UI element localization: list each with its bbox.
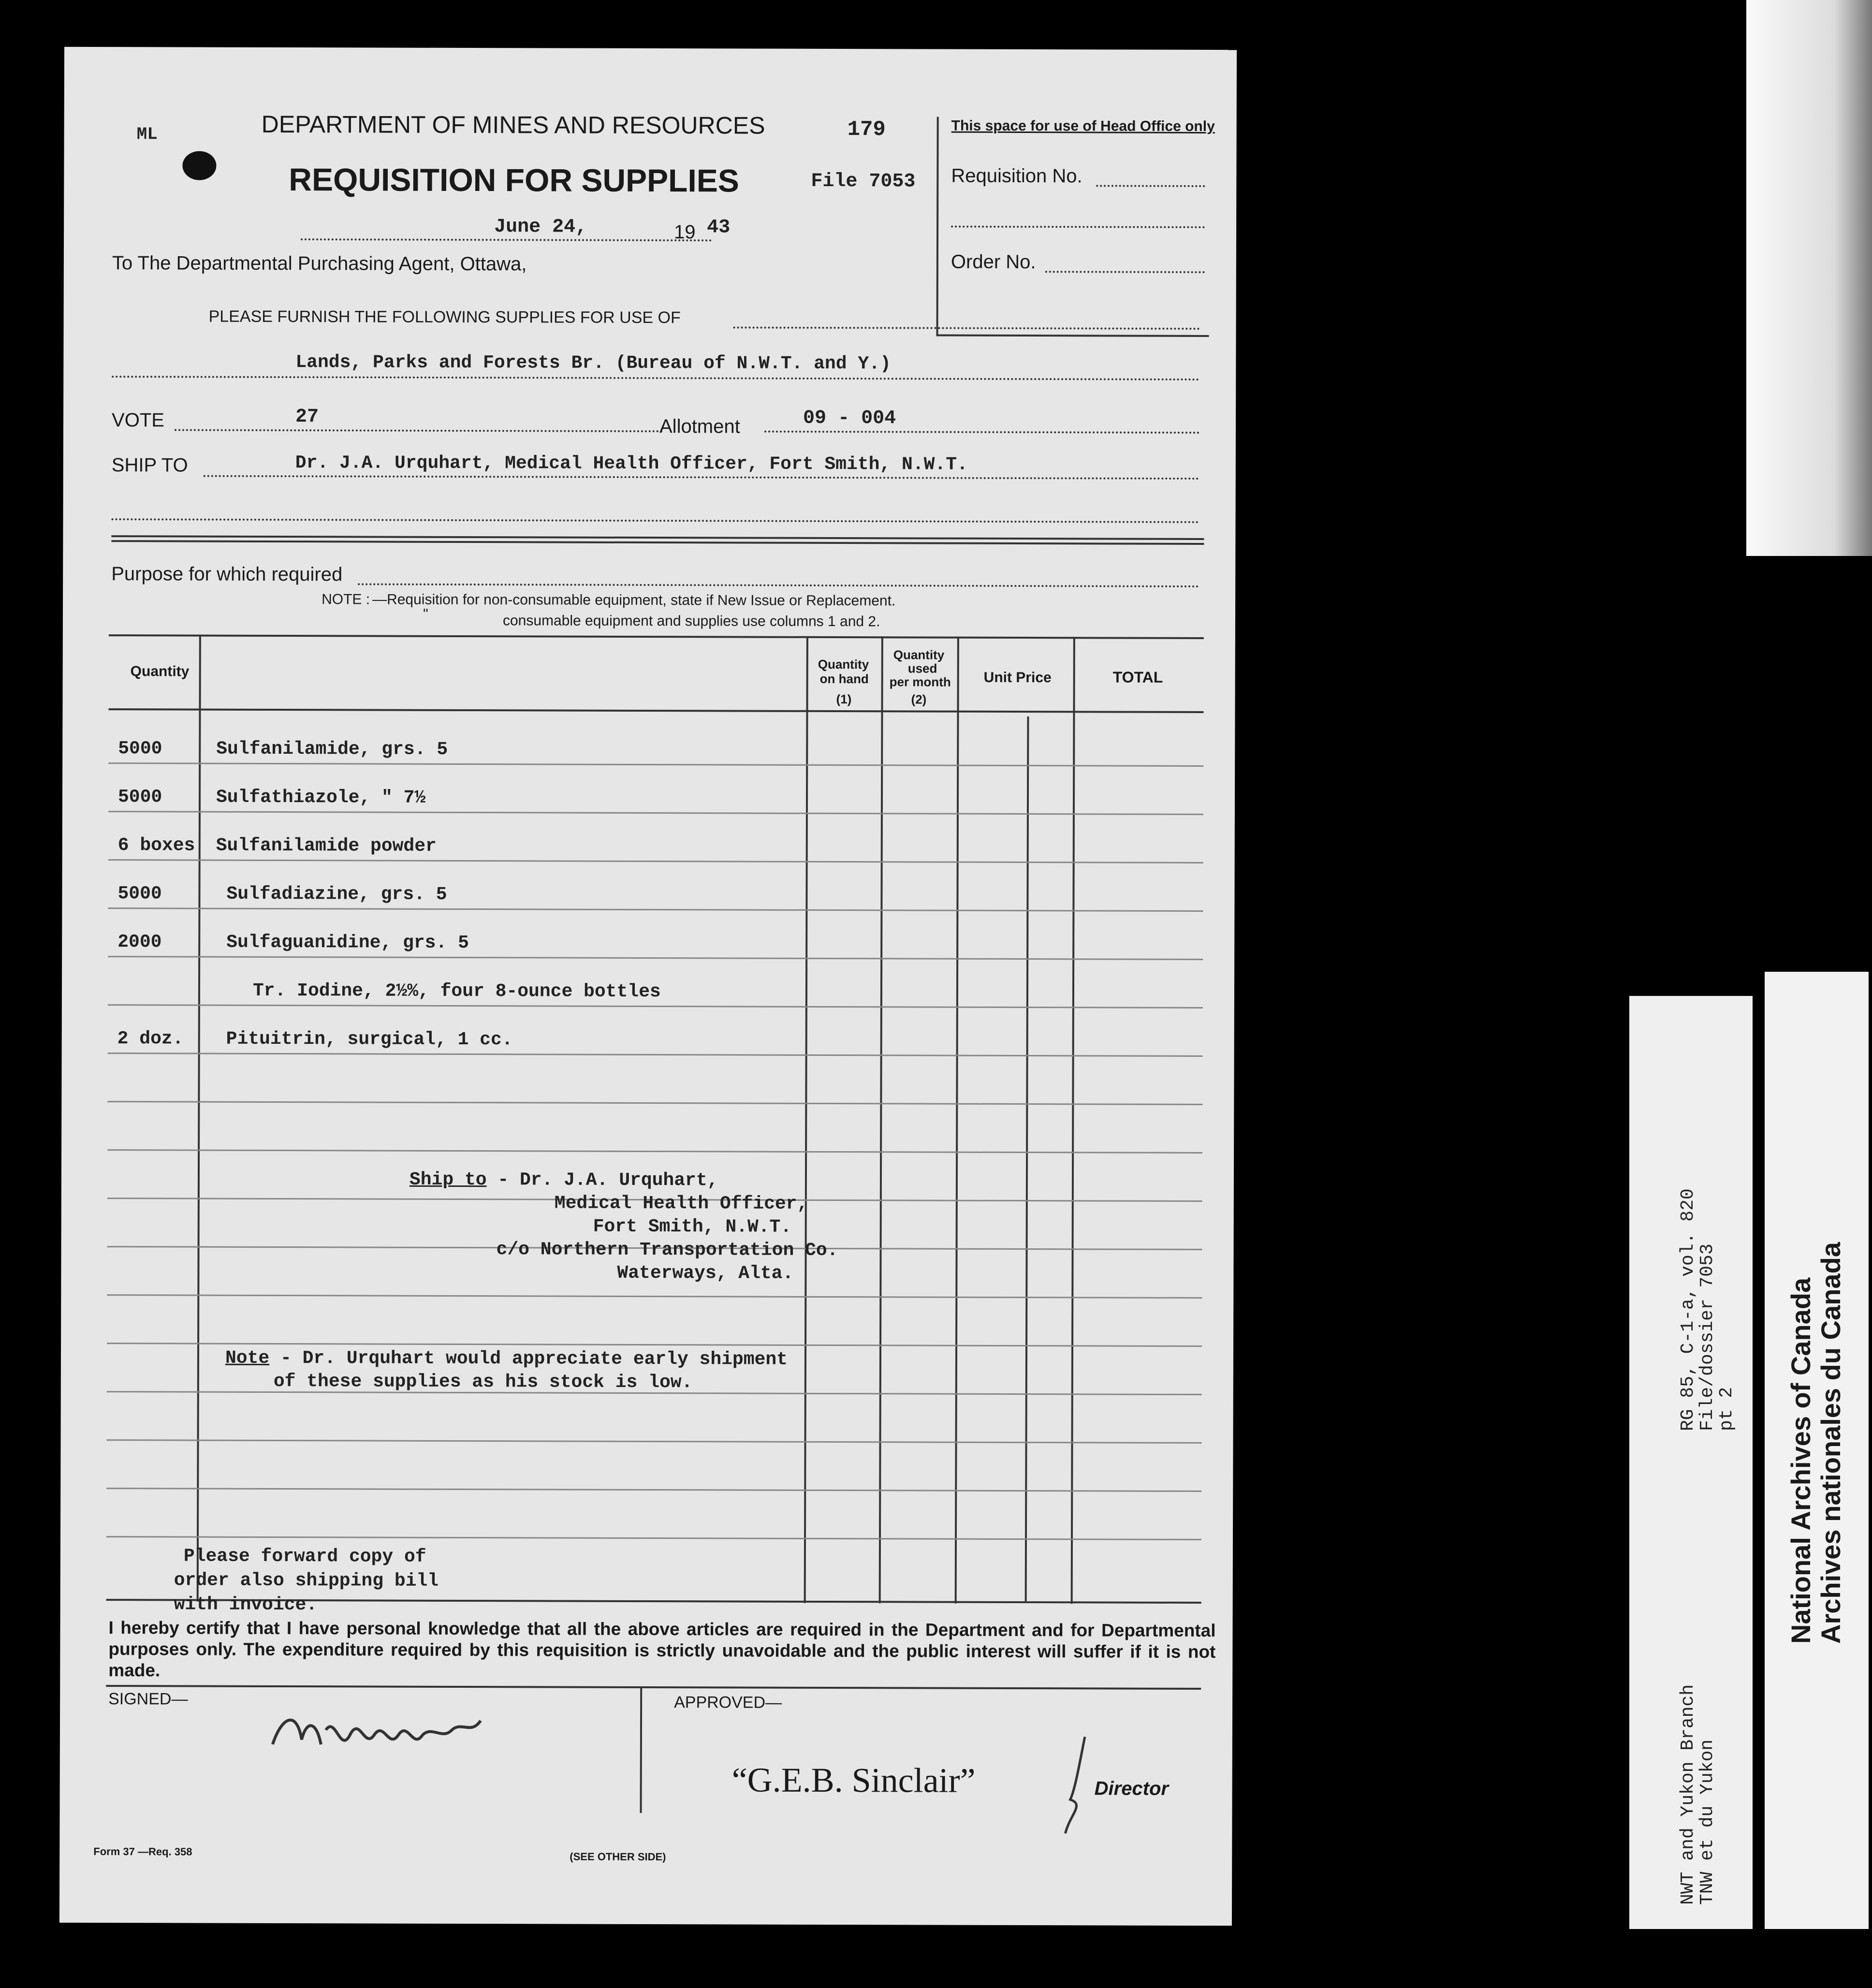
form-title: REQUISITION FOR SUPPLIES (289, 161, 739, 199)
table-header-border (108, 708, 1203, 713)
film-strip (1746, 0, 1872, 556)
ink-blot (182, 151, 216, 180)
col-header-quantity: Quantity (130, 663, 190, 680)
date-day: June 24, (494, 216, 587, 238)
row-item: Sulfathiazole, " 7½ (216, 787, 426, 808)
archive-branch-line: NWT and Yukon Branch (1678, 1684, 1698, 1905)
row-rule (106, 1536, 1201, 1540)
ship-to-line-2 (112, 518, 1199, 523)
col-header-total: TOTAL (1112, 668, 1163, 686)
col-header-used: Quantity (893, 647, 945, 662)
row-quantity: 2 doz. (117, 1028, 184, 1050)
ship-block-label: Ship to (409, 1169, 487, 1191)
row-item: Sulfadiazine, grs. 5 (226, 883, 447, 905)
row-item: Sulfanilamide powder (216, 835, 437, 857)
row-quantity: 2000 (117, 932, 162, 953)
date-century: 19 (674, 221, 696, 243)
see-other-side: (SEE OTHER SIDE) (570, 1850, 666, 1863)
furnish-label: PLEASE FURNISH THE FOLLOWING SUPPLIES FOR USE OF (208, 307, 681, 327)
table-col-divider (1025, 716, 1029, 1601)
row-rule (108, 762, 1203, 767)
note-line-2: consumable equipment and supplies use columns 1 and 2. (502, 613, 880, 630)
row-quantity: 5000 (117, 883, 162, 905)
branch-name: Lands, Parks and Forests Br. (Bureau of N.W.T. and Y.) (295, 352, 891, 375)
row-rule (108, 1052, 1203, 1057)
note-block-label: Note (225, 1347, 270, 1369)
row-rule (106, 1488, 1201, 1492)
note-block-line: - Dr. Urquhart would appreciate early shipment (269, 1347, 788, 1370)
signature-scrawl (268, 1701, 485, 1764)
archive-name-label (1765, 972, 1869, 1929)
vote-label: VOTE (112, 409, 165, 431)
requisition-no-line (1096, 185, 1205, 187)
note-block (225, 1348, 788, 1370)
divider (111, 540, 1204, 545)
row-quantity: 5000 (117, 787, 162, 808)
archive-ref-line: RG 85, C-1-a, vol. 820 (1678, 1188, 1698, 1431)
purpose-label: Purpose for which required (111, 563, 343, 585)
ship-block-line: Waterways, Alta. (617, 1262, 794, 1284)
row-quantity: 5000 (118, 738, 162, 760)
row-rule (108, 811, 1203, 815)
table-top-border (109, 634, 1204, 639)
note-prefix: NOTE : (322, 591, 370, 608)
row-item: Sulfaguanidine, grs. 5 (226, 932, 469, 954)
archive-ref-line: pt 2 (1716, 1387, 1737, 1431)
row-rule (107, 1101, 1202, 1105)
branch-line (112, 376, 1199, 380)
table-col-divider (1071, 637, 1075, 1604)
col-header-on-hand: on hand (819, 671, 869, 687)
table-col-divider (955, 637, 959, 1604)
row-rule (108, 1004, 1203, 1009)
allotment-value: 09 - 004 (803, 407, 896, 430)
forward-line: with invoice. (174, 1594, 318, 1616)
approver-flourish (1055, 1732, 1095, 1838)
row-item: Sulfanilamide, grs. 5 (216, 738, 448, 760)
allotment-line (764, 431, 1199, 434)
note-line-1: —Requisition for non-consumable equipment, state if New Issue or Replacement. (372, 591, 896, 609)
signature-col-divider (640, 1687, 643, 1813)
row-rule (108, 907, 1203, 912)
forward-line: Please forward copy of (183, 1546, 426, 1567)
director-title: Director (1094, 1778, 1169, 1799)
col-header-used: used (907, 661, 937, 676)
ship-block-line: Fort Smith, N.W.T. (593, 1216, 792, 1238)
ship-to-value: Dr. J.A. Urquhart, Medical Health Officer, Fort Smith, N.W.T. (295, 453, 968, 475)
col-header-on-hand: Quantity (818, 657, 869, 672)
requisition-form (59, 47, 1237, 1926)
row-rule (107, 1439, 1202, 1444)
table-col-divider (804, 636, 808, 1603)
archive-name-en: National Archives of Canada (1785, 1277, 1816, 1644)
row-rule (107, 1149, 1202, 1154)
note-block-line: of these supplies as his stock is low. (273, 1371, 693, 1393)
head-office-heading: This space for use of Head Office only (951, 117, 1215, 135)
forward-line: order also shipping bill (174, 1570, 439, 1592)
col-header-unit-price: Unit Price (983, 669, 1052, 686)
archive-reference-label (1629, 996, 1753, 1929)
ship-to-line (204, 475, 1199, 480)
ship-block-line: Medical Health Officer, (554, 1193, 808, 1214)
addressee: To The Departmental Purchasing Agent, Ottawa, (112, 252, 527, 275)
col-header-on-hand: (1) (836, 692, 852, 707)
row-item: Tr. Iodine, 2½%, four 8-ounce bottles (252, 980, 661, 1003)
date-line (301, 238, 712, 241)
signed-label: SIGNED— (108, 1690, 188, 1709)
note-ditto: " (423, 606, 428, 622)
vote-line (175, 429, 663, 432)
file-number: File 7053 (811, 170, 916, 193)
col-header-used: per month (889, 674, 951, 689)
order-no-label: Order No. (951, 251, 1036, 273)
vote-value: 27 (295, 406, 319, 428)
archive-branch-line: TNW et du Yukon (1697, 1739, 1718, 1905)
signature-divider (106, 1685, 1201, 1690)
archive-name-fr: Archives nationales du Canada (1815, 1242, 1846, 1644)
form-number: Form 37 —Req. 358 (93, 1845, 192, 1858)
ship-block-line: c/o Northern Transportation Co. (496, 1239, 838, 1261)
approved-label: APPROVED— (674, 1693, 782, 1712)
row-rule (108, 956, 1203, 960)
requisition-no-label: Requisition No. (951, 165, 1082, 187)
row-quantity: 6 boxes (117, 835, 195, 856)
department-name: DEPARTMENT OF MINES AND RESOURCES (261, 110, 765, 139)
divider (111, 535, 1204, 540)
table-col-divider (879, 636, 883, 1603)
row-rule (107, 1294, 1202, 1299)
row-rule (108, 859, 1203, 863)
row-rule (107, 1343, 1202, 1347)
page-number: 179 (847, 117, 886, 142)
allotment-label: Allotment (659, 416, 740, 438)
ship-block (410, 1169, 718, 1191)
table-col-divider (197, 635, 201, 1602)
initials: ML (136, 124, 158, 145)
ship-block-line: - Dr. J.A. Urquhart, (486, 1169, 718, 1191)
col-header-used: (2) (911, 692, 927, 707)
ship-to-label: SHIP TO (111, 454, 188, 476)
archive-ref-line: File/dossier 7053 (1697, 1243, 1718, 1431)
row-item: Pituitrin, surgical, 1 cc. (226, 1028, 513, 1051)
approver-name: “G.E.B. Sinclair” (731, 1760, 976, 1800)
order-no-line (1045, 271, 1205, 273)
certification-text: I hereby certify that I have personal knowledge that all the above articles are required in the Department and for Departmental purposes only. The expenditure required by this requisition is strictly unavoidable and the public interest will suffer if it is not made. (108, 1618, 1216, 1681)
purpose-line (358, 583, 1199, 587)
date-year: 43 (707, 217, 731, 239)
